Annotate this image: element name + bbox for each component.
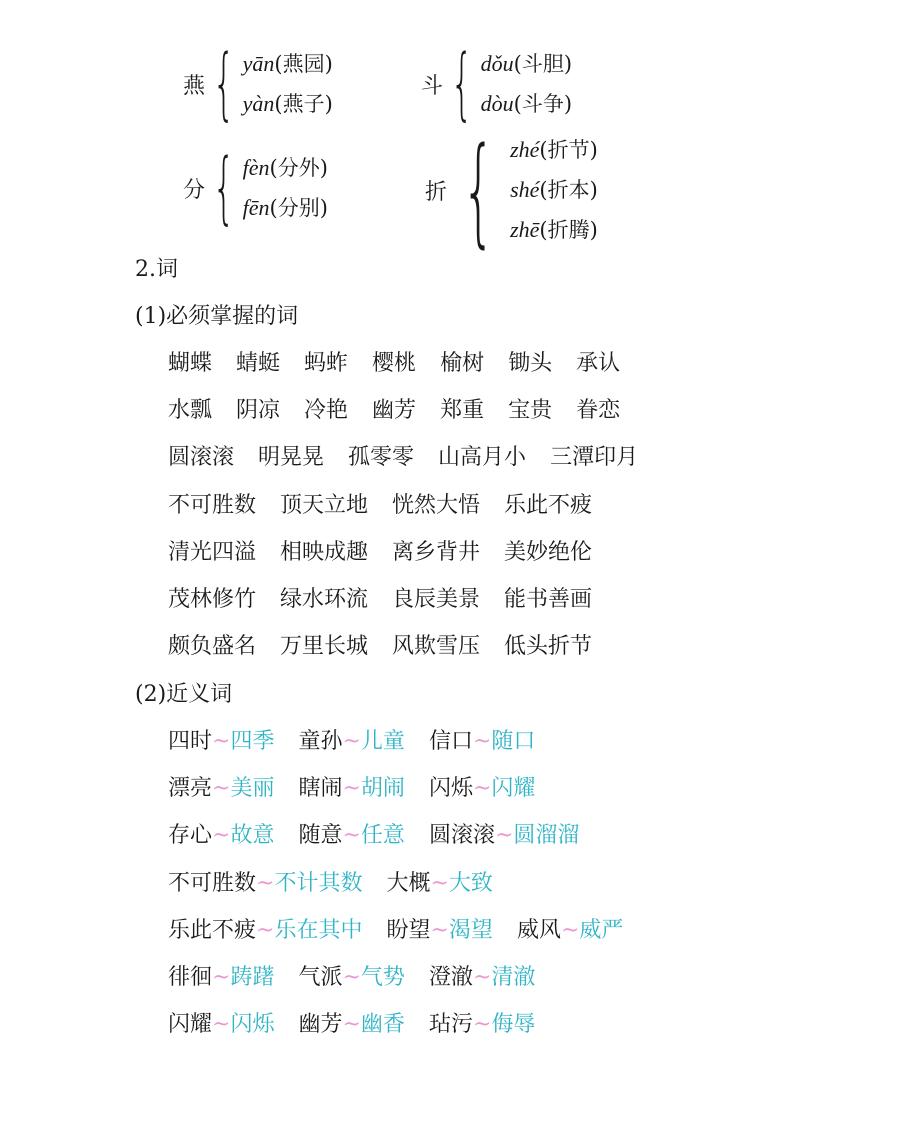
word: 圆滚滚 <box>428 823 495 849</box>
synonym-pair <box>429 729 535 754</box>
synonym-row <box>168 727 559 757</box>
word: 圆滚滚 <box>168 445 235 471</box>
reading: zhē(折腾) <box>510 217 598 242</box>
synonym-word: 故意 <box>230 823 275 849</box>
reading: shé(折本) <box>510 177 598 202</box>
word: 闪烁 <box>428 776 473 802</box>
section-title: 2.词 <box>135 257 178 282</box>
synonym-word: 侮辱 <box>491 1012 536 1038</box>
word: 蜻蜓 <box>236 351 281 376</box>
word: 明晃晃 <box>258 445 325 471</box>
word: 乐此不疲 <box>504 492 593 518</box>
word: 离乡背井 <box>392 539 481 565</box>
polyphone-yan <box>183 38 333 129</box>
synonym-word: 大致 <box>448 870 493 896</box>
synonym-pair <box>168 871 362 896</box>
synonym-word: 儿童 <box>360 729 405 754</box>
word: 恍然大悟 <box>392 492 481 518</box>
word: 清光四溢 <box>168 539 257 565</box>
word: 威风 <box>516 917 561 943</box>
synonym-word: 闪耀 <box>491 776 536 802</box>
brace-icon: { <box>212 142 236 233</box>
word: 良辰美景 <box>392 587 481 612</box>
word: 风欺雪压 <box>392 634 481 660</box>
word: 随意 <box>298 823 343 849</box>
synonym-word: 踌躇 <box>230 965 275 990</box>
synonym-word: 幽香 <box>360 1012 405 1038</box>
tilde-icon: ~ <box>472 965 492 990</box>
tilde-icon: ~ <box>430 870 449 896</box>
word: 低头折节 <box>504 634 593 660</box>
word: 承认 <box>576 351 621 376</box>
word-row <box>168 538 616 568</box>
word: 相映成趣 <box>280 539 369 565</box>
synonym-pair <box>429 1012 535 1037</box>
tilde-icon: ~ <box>212 776 231 802</box>
synonym-word: 清澈 <box>491 965 536 990</box>
word: 阴凉 <box>236 398 281 424</box>
word: 三潭印月 <box>550 445 639 471</box>
tilde-icon: ~ <box>430 917 449 943</box>
tilde-icon: ~ <box>256 917 275 943</box>
synonym-pair <box>298 965 404 990</box>
word: 气派 <box>298 965 343 990</box>
word-row <box>168 396 644 426</box>
reading: yān(燕园) <box>242 51 333 76</box>
synonym-word: 四季 <box>230 729 275 754</box>
synonym-pair <box>298 823 404 848</box>
tilde-icon: ~ <box>342 1012 361 1038</box>
synonym-pair <box>517 918 623 943</box>
polyphone-char: 斗 <box>421 73 444 99</box>
tilde-icon: ~ <box>494 823 514 849</box>
word-row <box>168 349 644 379</box>
word: 美妙绝伦 <box>504 539 593 565</box>
polyphone-dou <box>421 38 573 129</box>
word: 能书善画 <box>504 587 593 612</box>
word-row <box>168 585 616 615</box>
synonym-pair <box>429 965 535 990</box>
synonym-pair <box>386 871 492 896</box>
synonym-word: 美丽 <box>230 776 275 802</box>
synonym-word: 胡闹 <box>360 776 405 802</box>
synonym-pair <box>429 776 535 801</box>
synonyms-title: (2)近义词 <box>135 682 233 707</box>
polyphone-char: 燕 <box>183 73 206 99</box>
word: 樱桃 <box>372 351 417 376</box>
tilde-icon: ~ <box>212 965 231 990</box>
synonym-pair <box>168 729 274 754</box>
tilde-icon: ~ <box>212 823 231 849</box>
word: 四时 <box>168 729 213 754</box>
word: 徘徊 <box>168 965 213 990</box>
synonym-pair <box>298 776 404 801</box>
must-master-title: (1)必须掌握的词 <box>135 304 299 329</box>
word: 茂林修竹 <box>168 587 257 612</box>
word: 郑重 <box>440 398 485 424</box>
reading: dòu(斗争) <box>480 91 573 116</box>
word: 童孙 <box>298 729 343 754</box>
synonym-word: 威严 <box>579 917 624 943</box>
word: 顶天立地 <box>280 492 369 518</box>
synonym-pair <box>168 776 274 801</box>
synonym-word: 气势 <box>360 965 405 990</box>
tilde-icon: ~ <box>472 1012 492 1038</box>
tilde-icon: ~ <box>472 776 492 802</box>
word: 蝴蝶 <box>168 351 213 376</box>
word: 幽芳 <box>372 398 417 424</box>
synonym-word: 乐在其中 <box>274 917 363 943</box>
synonym-word: 圆溜溜 <box>513 823 580 849</box>
word: 孤零零 <box>348 445 415 471</box>
synonym-pair <box>429 823 579 848</box>
word: 蚂蚱 <box>304 351 349 376</box>
synonym-pair <box>168 1012 274 1037</box>
word: 玷污 <box>428 1012 473 1038</box>
reading: fèn(分外) <box>242 155 328 180</box>
brace-icon: { <box>212 38 236 129</box>
polyphone-fen <box>183 142 328 233</box>
reading: dǒu(斗胆) <box>480 51 573 76</box>
word: 颇负盛名 <box>168 634 257 660</box>
word-row <box>168 491 616 521</box>
brace-icon: { <box>450 38 474 129</box>
polyphone-char: 折 <box>425 179 448 205</box>
word: 水瓢 <box>168 398 213 424</box>
word: 锄头 <box>508 351 553 376</box>
synonym-word: 渴望 <box>448 917 493 943</box>
word: 绿水环流 <box>280 587 369 612</box>
synonym-word: 随口 <box>491 729 536 754</box>
reading: yàn(燕子) <box>242 91 333 116</box>
synonym-pair <box>168 965 274 990</box>
synonym-pair <box>298 1012 404 1037</box>
word: 瞎闹 <box>298 776 343 802</box>
word: 不可胜数 <box>168 492 257 518</box>
tilde-icon: ~ <box>342 729 361 754</box>
word: 大概 <box>386 870 431 896</box>
tilde-icon: ~ <box>472 729 492 754</box>
synonym-row <box>168 916 647 946</box>
synonym-pair <box>168 918 362 943</box>
synonym-pair <box>298 729 404 754</box>
brace-icon: { <box>461 120 496 259</box>
synonym-word: 不计其数 <box>274 870 363 896</box>
reading: zhé(折节) <box>510 137 598 162</box>
word: 榆树 <box>440 351 485 376</box>
word: 闪耀 <box>168 1012 213 1038</box>
synonym-pair <box>168 823 274 848</box>
word: 万里长城 <box>280 634 369 660</box>
tilde-icon: ~ <box>256 870 275 896</box>
word: 冷艳 <box>304 398 349 424</box>
tilde-icon: ~ <box>342 823 361 849</box>
tilde-icon: ~ <box>212 1012 231 1038</box>
word: 宝贵 <box>508 398 553 424</box>
word: 澄澈 <box>428 965 473 990</box>
word: 乐此不疲 <box>168 917 257 943</box>
synonym-row <box>168 774 559 804</box>
word: 眷恋 <box>576 398 621 424</box>
polyphone-zhe <box>425 120 598 259</box>
synonym-row <box>168 1010 559 1040</box>
word: 幽芳 <box>298 1012 343 1038</box>
synonym-row <box>168 869 517 899</box>
word-row <box>168 443 662 473</box>
word: 存心 <box>168 823 213 849</box>
tilde-icon: ~ <box>342 965 361 990</box>
word: 漂亮 <box>168 776 213 802</box>
word: 信口 <box>428 729 473 754</box>
synonym-row <box>168 821 603 851</box>
word: 不可胜数 <box>168 870 257 896</box>
word: 山高月小 <box>438 445 527 471</box>
synonym-pair <box>386 918 492 943</box>
reading: fēn(分别) <box>242 195 328 220</box>
word: 盼望 <box>386 917 431 943</box>
synonym-row <box>168 963 559 993</box>
tilde-icon: ~ <box>212 729 231 754</box>
tilde-icon: ~ <box>342 776 361 802</box>
word-row <box>168 632 616 662</box>
tilde-icon: ~ <box>560 917 580 943</box>
synonym-word: 闪烁 <box>230 1012 275 1038</box>
polyphone-char: 分 <box>183 177 206 203</box>
synonym-word: 任意 <box>360 823 405 849</box>
